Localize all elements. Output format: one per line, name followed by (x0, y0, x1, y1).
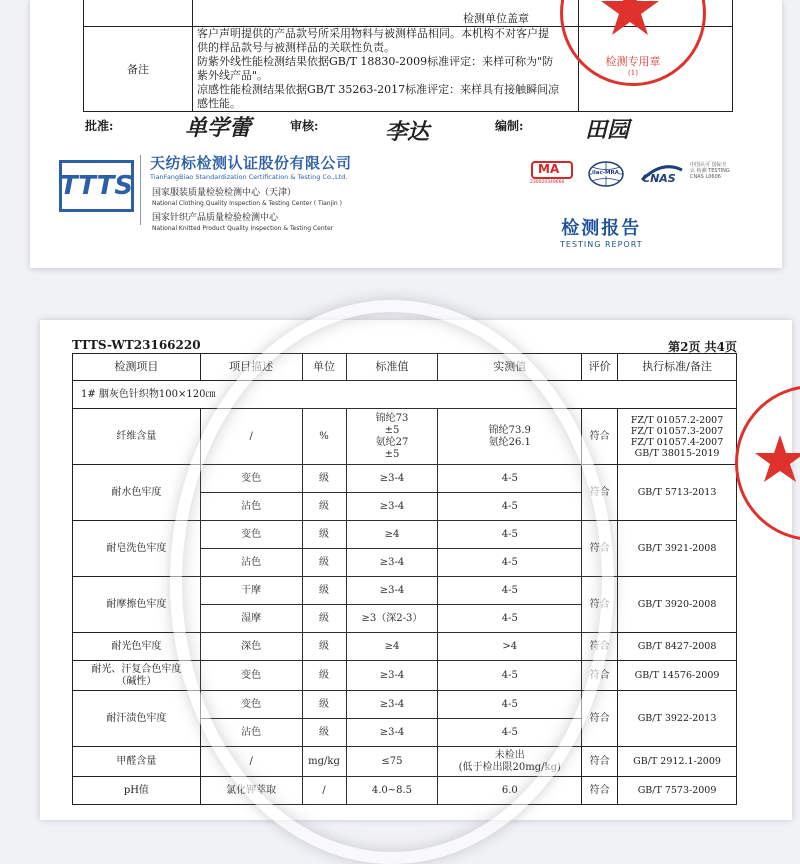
review-signature: 李达 (385, 120, 430, 145)
report-header (72, 338, 737, 352)
company-name: 天纺标检测认证股份有限公司 TianFangBiao Standardization Certification & Testing Co.,Ltd. (150, 154, 352, 181)
table-row: 耐摩擦色牢度 干摩 级 ≥3-4 4-5 符合 GB/T 3920-2008 (73, 577, 737, 605)
prepare-label: 编制: (495, 119, 524, 133)
remarks-label: 备注 (84, 26, 193, 111)
table-row: 沾色 级 ≥3-4 4-5 (73, 549, 737, 577)
table-row: 沾色 级 ≥3-4 4-5 (73, 719, 737, 747)
table-row: 沾色 级 ≥3-4 4-5 (73, 493, 737, 521)
knitted-center: 国家针织产品质量检验检测中心 National Knitted Product Quality Inspection & Testing Center (152, 213, 334, 232)
stamp-sub: (1) (628, 69, 638, 77)
table-row: 耐光色牢度 深色 级 ≥4 >4 符合 GB/T 8427-2008 (73, 633, 737, 661)
table-row: 甲醛含量 / mg/kg ≤75 未检出 (低于检出限20mg/kg) 符合 GB/T 2912.1-2009 (73, 747, 737, 777)
approve-label: 批准: (85, 119, 114, 133)
table-row: 耐光、汗复合色牢度 （碱性） 变色 级 ≥3-4 4-5 符合 GB/T 14576-2009 (73, 661, 737, 691)
remarks-text: 客户声明提供的产品款号所采用物料与被测样品相同。本机构不对客户提 供的样品款号与被测样品的关联性负责。 防紫外线性能检测结果依据GB/T 18830-2009标准评定：来样可称为"防 紫外线产品"。 凉感性能检测结果依据GB/T 35263-2017标准评定：来样具有接触瞬间凉 感性能。 (193, 26, 579, 111)
ilac-badge: ilac-MRA (586, 160, 626, 188)
stamp-text: 检测专用章 (605, 55, 661, 68)
table-row: 湿摩 级 ≥3（深2-3） 4-5 (73, 605, 737, 633)
table-row: 纤维含量 / % 锦纶73 ±5 氨纶27 ±5 锦纶73.9 氨纶26.1 符合 FZ/T 01057.2-2007 FZ/T 01057.3-2007 FZ/T 01057.4-2007 GB/T 38015-2019 (73, 409, 737, 465)
table-row: 耐水色牢度 变色 级 ≥3-4 4-5 符合 GB/T 5713-2013 (73, 465, 737, 493)
report-title: 检测报告 TESTING REPORT (560, 218, 643, 249)
table-header: 检测项目 项目描述 单位 标准值 实测值 评价 执行标准/备注 (73, 354, 737, 381)
cnas-badge: CNAS (638, 160, 686, 188)
remarks-table (83, 0, 733, 112)
clothing-center: 国家服装质量检验检测中心（天津） National Clothing Quality Inspection & Testing Center ( Tianjin ) (152, 188, 342, 207)
seal-label: 检测单位盖章 (193, 0, 579, 26)
report-number: TTTS-WT23166220 (72, 338, 201, 352)
divider (140, 155, 141, 225)
table-row: 耐汗渍色牢度 变色 级 ≥3-4 4-5 符合 GB/T 3922-2013 (73, 691, 737, 719)
cnas-text: 中国认可 国际互认 检测 TESTING CNAS L0606 (690, 162, 730, 180)
sample-row: 1# 胭灰色针织物100×120㎝ (73, 381, 737, 409)
signature-row (85, 115, 705, 145)
approve-signature: 单学蕾 (185, 116, 252, 141)
test-results-table (72, 353, 737, 805)
ma-badge: MA 230020349666 (530, 160, 578, 188)
table-row: 耐皂洗色牢度 变色 级 ≥4 4-5 符合 GB/T 3921-2008 (73, 521, 737, 549)
page-info: 第2页 共4页 (668, 340, 737, 354)
table-row: pH值 氯化钾萃取 / 4.0~8.5 6.0 符合 GB/T 7573-2009 (73, 777, 737, 805)
review-label: 审核: (290, 119, 319, 133)
prepare-signature: 田园 (585, 118, 630, 143)
company-logo: TTTS (59, 160, 134, 212)
